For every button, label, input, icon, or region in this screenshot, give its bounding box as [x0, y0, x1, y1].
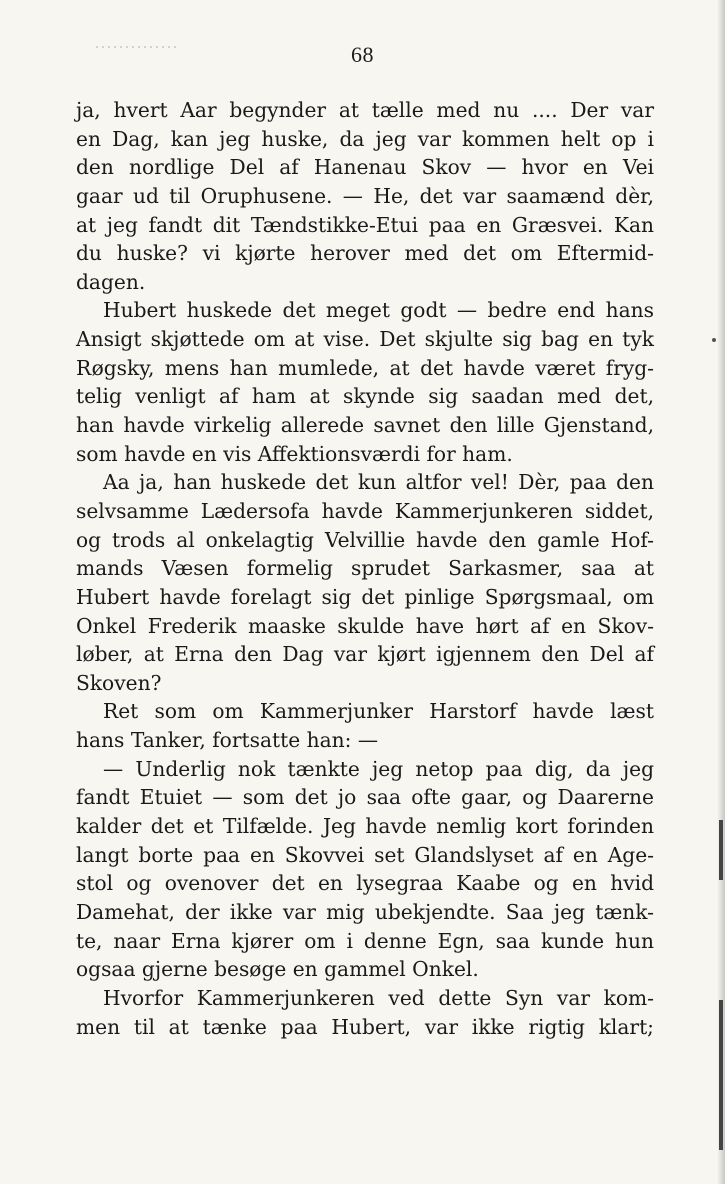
text-line: løber, at Erna den Dag var kjørt igjennem den Del af — [76, 642, 654, 667]
text-line: fandt Etuiet — som det jo saa ofte gaar, og Daarerne — [76, 785, 654, 810]
text-line: kalder det et Tilfælde. Jeg havde nemlig kort forinden — [76, 814, 654, 839]
text-line: selvsamme Lædersofa havde Kammerjunkeren siddet, — [76, 498, 654, 523]
text-line: Røgsky, mens han mumlede, at det havde været fryg- — [76, 355, 654, 380]
text-line: te, naar Erna kjører om i denne Egn, saa kunde hun — [76, 928, 654, 953]
text-line: dagen. — [76, 269, 146, 294]
text-line: Damehat, der ikke var mig ubekjendte. Saa jeg tænk- — [76, 899, 654, 924]
text-line: hans Tanker, fortsatte han: — — [76, 728, 379, 753]
text-line: Aa ja, han huskede det kun altfor vel! Dèr, paa den — [103, 470, 654, 495]
text-line: Ansigt skjøttede om at vise. Det skjulte sig bag en tyk — [76, 327, 654, 352]
text-line: — Underlig nok tænkte jeg netop paa dig, da jeg — [103, 756, 654, 781]
page-number: 68 — [351, 42, 374, 67]
text-line: du huske? vi kjørte herover med det om Eftermid- — [76, 241, 654, 266]
body-text — [76, 96, 654, 1041]
text-line: at jeg fandt dit Tændstikke-Etui paa en Græsvei. Kan — [76, 212, 654, 237]
text-line: ja, hvert Aar begynder at tælle med nu .... Der var — [76, 98, 654, 122]
text-line: han havde virkelig allerede savnet den lille Gjenstand, — [76, 413, 654, 438]
text-line: som havde en vis Affektionsværdi for ham. — [76, 441, 513, 466]
text-line: Ret som om Kammerjunker Harstorf havde læst — [103, 699, 654, 724]
text-line: men til at tænke paa Hubert, var ikke rigtig klart; — [76, 1014, 654, 1039]
text-line: telig venligt af ham at skynde sig saadan med det, — [76, 384, 654, 409]
text-line: en Dag, kan jeg huske, da jeg var kommen helt op i — [76, 126, 654, 151]
scan-speck — [712, 338, 716, 342]
text-line: og trods al onkelagtig Velvillie havde den gamle Hof- — [76, 527, 654, 552]
text-line: Hubert huskede det meget godt — bedre end hans — [103, 298, 654, 323]
text-line: Onkel Frederik maaske skulde have hørt af en Skov- — [76, 613, 654, 638]
text-line: ogsaa gjerne besøge en gammel Onkel. — [76, 957, 479, 982]
text-line: stol og ovenover det en lysegraa Kaabe og en hvid — [76, 871, 654, 896]
text-line: Hvorfor Kammerjunkeren ved dette Syn var kom- — [103, 985, 654, 1010]
text-line: Skoven? — [76, 670, 162, 695]
page-edge-mark — [719, 1000, 723, 1150]
text-line: langt borte paa en Skovvei set Glandslyset af en Age- — [76, 842, 654, 867]
text-line: den nordlige Del af Hanenau Skov — hvor en Vei — [76, 155, 654, 180]
text-line: Hubert havde forelagt sig det pinlige Spørgsmaal, om — [76, 584, 654, 609]
page-edge-mark — [719, 820, 723, 880]
text-line: mands Væsen formelig sprudet Sarkasmer, saa at — [76, 556, 654, 581]
text-line: gaar ud til Oruphusene. — He, det var saamænd dèr, — [76, 183, 654, 208]
